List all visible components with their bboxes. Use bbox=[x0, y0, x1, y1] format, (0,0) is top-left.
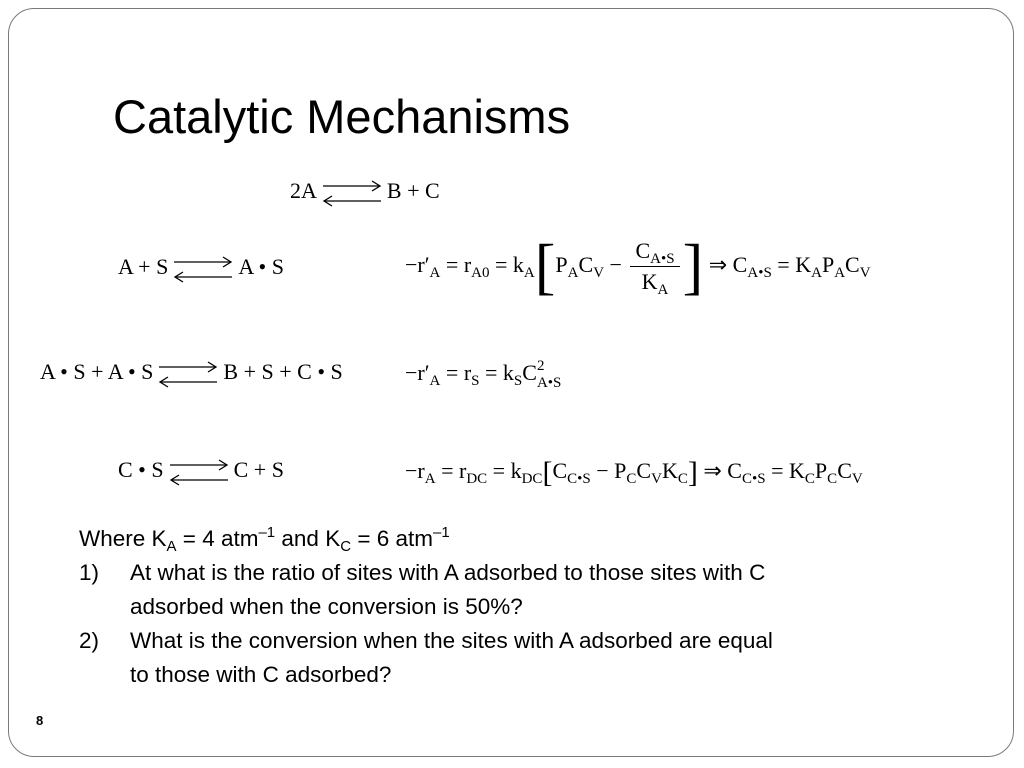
left-bracket: [ bbox=[542, 455, 553, 489]
adsorption-left: A + S bbox=[118, 254, 169, 279]
result-concentration: C bbox=[732, 252, 748, 277]
result-equilibrium-constant: K bbox=[789, 458, 805, 483]
desorption-rate-law bbox=[405, 455, 863, 489]
result-pressure-sub: C bbox=[827, 471, 838, 487]
vacant-sites-sub: V bbox=[651, 471, 662, 487]
left-bracket: [ bbox=[534, 232, 556, 301]
concentration: C bbox=[552, 458, 568, 483]
rate-constant: k bbox=[510, 458, 522, 483]
question-text: At what is the ratio of sites with A adsorbed to those sites with C bbox=[130, 560, 766, 585]
numerator-symbol: C bbox=[635, 238, 651, 264]
surface-reaction-rate-law bbox=[405, 359, 561, 391]
ka-sub: A bbox=[166, 538, 177, 555]
rate-constant: k bbox=[512, 252, 524, 277]
concentration-sub: A•S bbox=[536, 375, 562, 391]
rate-symbol: r bbox=[463, 360, 472, 386]
equals: = bbox=[445, 360, 459, 386]
question-text: What is the conversion when the sites with A adsorbed are equal bbox=[130, 628, 773, 653]
given-constants bbox=[79, 522, 450, 556]
minus: − bbox=[596, 458, 609, 483]
concentration-sub: V bbox=[593, 265, 605, 281]
fraction-numerator bbox=[630, 238, 679, 267]
adsorption-reaction bbox=[118, 254, 284, 283]
rate-sub: DC bbox=[466, 471, 488, 487]
pressure: P bbox=[614, 458, 627, 483]
denominator-sub: A bbox=[657, 282, 669, 299]
equilibrium-arrows-icon bbox=[157, 360, 219, 388]
result-vacant-sites: C bbox=[837, 458, 852, 483]
rate-lhs-sub: A bbox=[429, 265, 441, 281]
adsorption-rate-law bbox=[405, 230, 871, 300]
denominator-symbol: K bbox=[641, 269, 658, 295]
rate-lhs: −r′ bbox=[405, 252, 430, 277]
minus: − bbox=[609, 252, 622, 277]
vacant-sites: C bbox=[636, 458, 652, 483]
right-bracket: ] bbox=[682, 232, 704, 301]
overall-left: 2A bbox=[290, 178, 317, 203]
equilibrium-arrows-icon bbox=[168, 458, 230, 486]
rate-constant-sub: S bbox=[513, 373, 523, 390]
overall-right: B + C bbox=[386, 178, 440, 203]
implies-icon: ⇒ bbox=[703, 458, 722, 483]
overall-reaction bbox=[290, 178, 440, 207]
ka-value: = 4 atm bbox=[176, 526, 259, 551]
equilibrium-arrows-icon bbox=[321, 179, 383, 207]
result-vacant-sites-sub: V bbox=[859, 265, 871, 281]
result-pressure: P bbox=[821, 252, 835, 277]
surface-reaction-left: A • S + A • S bbox=[40, 359, 154, 384]
question-2 bbox=[79, 624, 773, 692]
desorption-right: C + S bbox=[233, 457, 284, 482]
result-concentration-sub: C•S bbox=[741, 471, 766, 487]
where-prefix: Where K bbox=[79, 526, 167, 551]
fraction bbox=[630, 238, 679, 299]
kc-exponent: –1 bbox=[432, 524, 450, 541]
page-number: 8 bbox=[36, 713, 44, 728]
rate-lhs: −r bbox=[405, 458, 425, 483]
equilibrium-constant-sub: A bbox=[811, 265, 822, 281]
equals: = bbox=[494, 252, 508, 277]
equilibrium-constant: K bbox=[661, 458, 678, 483]
result-vacant-sites: C bbox=[845, 252, 860, 277]
question-text: adsorbed when the conversion is 50%? bbox=[130, 594, 523, 619]
rate-sub: S bbox=[471, 373, 480, 390]
result-concentration: C bbox=[727, 458, 742, 483]
concentration: C bbox=[522, 360, 537, 386]
implies-icon: ⇒ bbox=[708, 252, 728, 277]
pressure-sub: C bbox=[626, 471, 637, 487]
result-concentration-sub: A•S bbox=[747, 265, 772, 281]
equals: = bbox=[777, 252, 790, 277]
rate-lhs-sub: A bbox=[429, 373, 441, 390]
result-pressure-sub: A bbox=[834, 265, 846, 281]
right-bracket: ] bbox=[687, 455, 698, 489]
rate-constant-sub: A bbox=[523, 265, 535, 281]
rate-lhs: −r′ bbox=[405, 360, 430, 386]
concentration-exponent: 2 bbox=[536, 358, 545, 374]
super-sub-stack bbox=[537, 359, 561, 391]
adsorption-right: A • S bbox=[238, 254, 284, 279]
question-1 bbox=[79, 556, 765, 624]
desorption-left: C • S bbox=[118, 457, 164, 482]
pressure-sub: A bbox=[567, 265, 579, 281]
desorption-reaction bbox=[118, 457, 284, 486]
question-number: 1) bbox=[79, 560, 100, 585]
equals: = bbox=[771, 458, 784, 483]
concentration-sub: C•S bbox=[567, 471, 591, 487]
rate-constant-sub: DC bbox=[521, 471, 543, 487]
rate-symbol: r bbox=[463, 252, 472, 277]
rate-constant: k bbox=[502, 360, 514, 386]
ka-exponent: –1 bbox=[258, 524, 276, 541]
kc-sub: C bbox=[340, 538, 352, 555]
surface-reaction bbox=[40, 359, 343, 388]
question-number: 2) bbox=[79, 628, 100, 653]
equals: = bbox=[441, 458, 454, 483]
question-text: to those with C adsorbed? bbox=[130, 662, 392, 687]
numerator-sub: A•S bbox=[650, 251, 675, 268]
rate-symbol: r bbox=[459, 458, 467, 483]
equilibrium-constant-sub: C bbox=[677, 471, 688, 487]
rate-lhs-sub: A bbox=[424, 471, 436, 487]
result-equilibrium-constant-sub: C bbox=[804, 471, 815, 487]
equilibrium-constant: K bbox=[795, 252, 812, 277]
pressure: P bbox=[555, 252, 568, 277]
equilibrium-arrows-icon bbox=[172, 255, 234, 283]
rate-sub: A0 bbox=[471, 265, 490, 281]
equals: = bbox=[484, 360, 498, 386]
surface-reaction-right: B + S + C • S bbox=[223, 359, 343, 384]
equals: = bbox=[445, 252, 459, 277]
equals: = bbox=[492, 458, 506, 483]
fraction-denominator bbox=[637, 267, 674, 299]
kc-value: = 6 atm bbox=[351, 526, 433, 551]
slide-title: Catalytic Mechanisms bbox=[113, 90, 571, 143]
result-pressure: P bbox=[814, 458, 828, 483]
and-text: and K bbox=[275, 526, 341, 551]
concentration: C bbox=[578, 252, 594, 277]
result-vacant-sites-sub: V bbox=[851, 471, 863, 487]
